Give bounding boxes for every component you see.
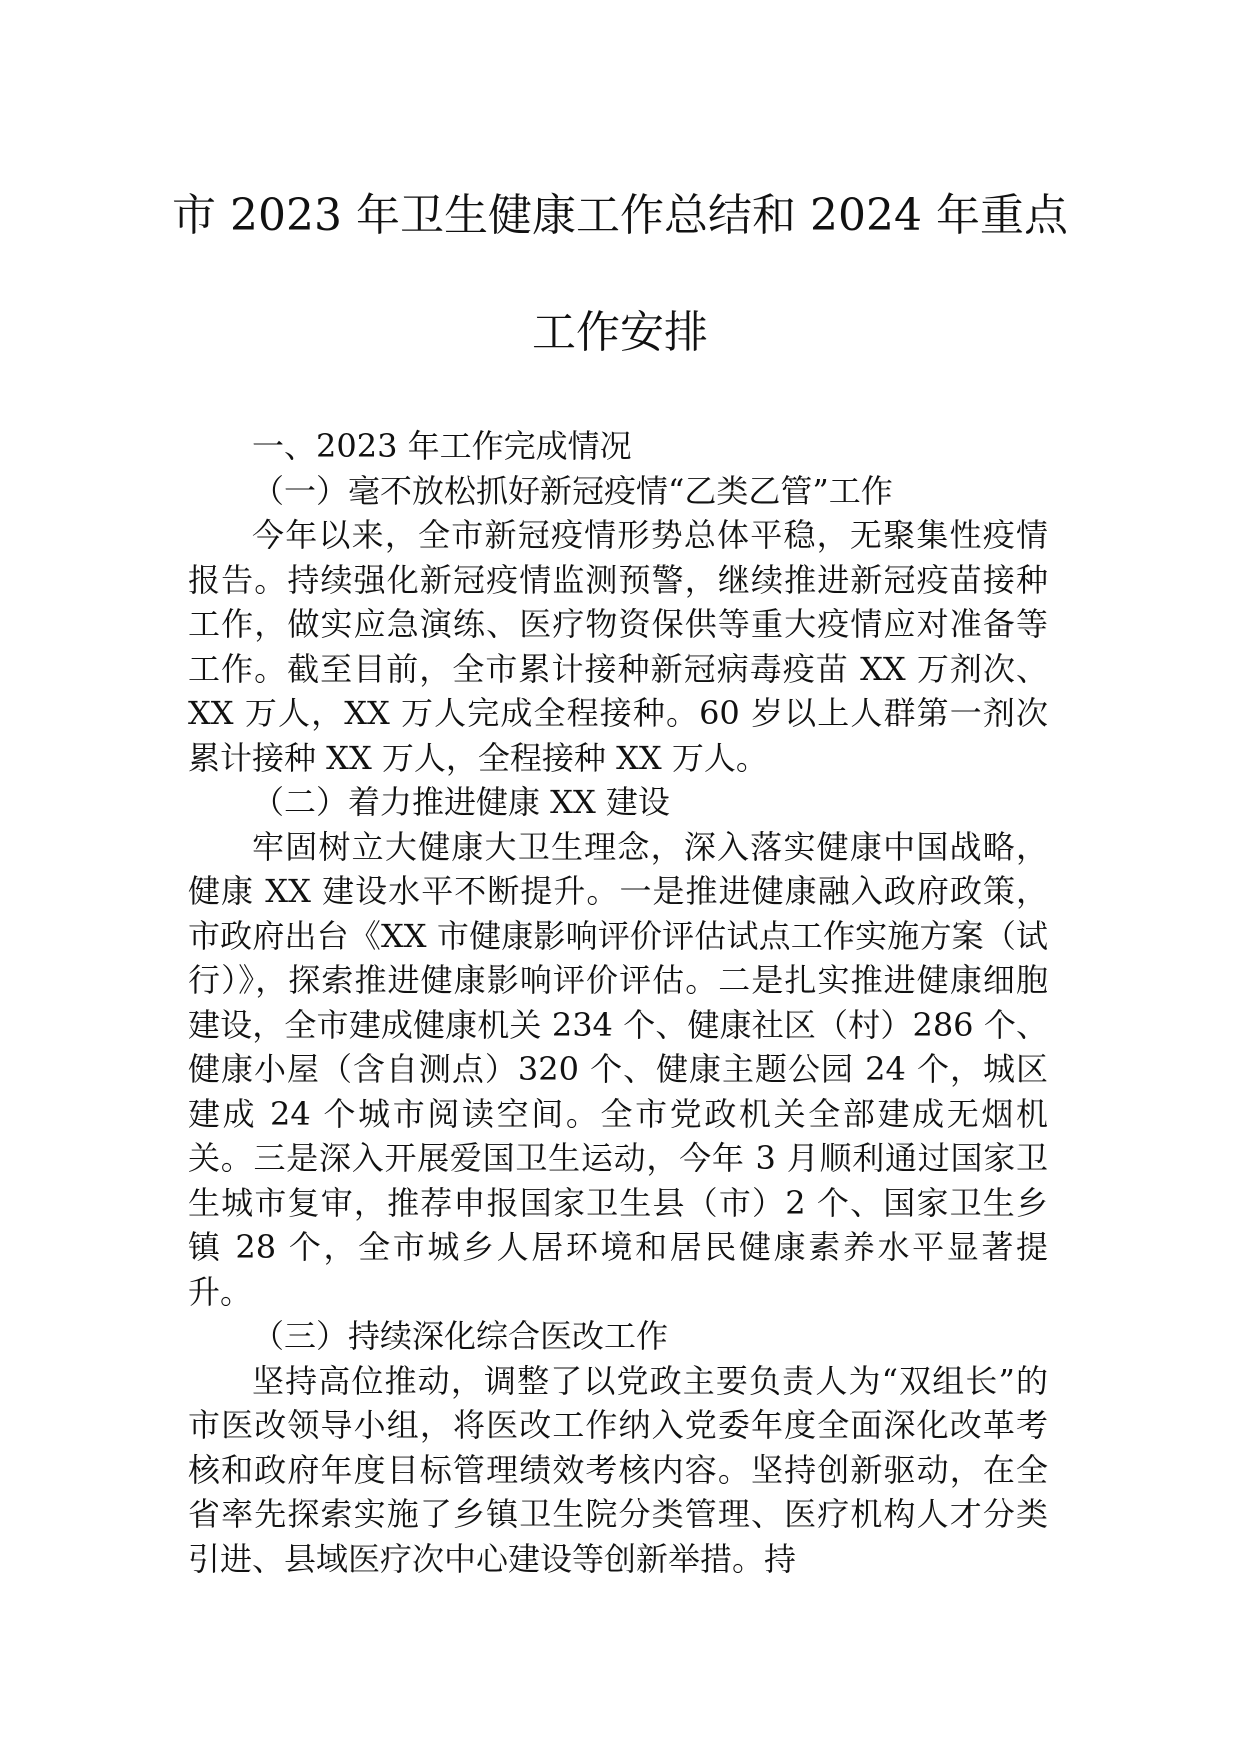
document-title-line-2: 工作安排 [532,307,708,358]
document-body [188,424,1048,1581]
subsection-heading: （一）毫不放松抓好新冠疫情“乙类乙管”工作 [252,471,893,510]
subsection-heading: （二）着力推进健康 XX 建设 [252,783,670,821]
subsection-heading: （三）持续深化综合医改工作 [252,1317,669,1355]
document-title-line-1: 市 2023 年卫生健康工作总结和 2024 年重点 [172,190,1068,241]
body-paragraph: 牢固树立大健康大卫生理念，深入落实健康中国战略，健康 XX 建设水平不断提升。一是推进健康融入政府政策，市政府出台《XX 市健康影响评价评估试点工作实施方案（试行）》，探索推进健康影响评价评估。二是扎实推进健康细胞建设，全市建成健康机关 234 个、健康社区（村）286 个、健康小屋（含自测点）320 个、健康主题公园 24 个，城区建成 24 个城市阅读空间。全市党政机关全部建成无烟机关。三是深入开展爱国卫生运动，今年 3 月顺利通过国家卫生城市复审，推荐申报国家卫生县（市）2 个、国家卫生乡镇 28 个，全市城乡人居环境和居民健康素养水平显著提升。 [188,827,1048,1311]
body-paragraph: 今年以来，全市新冠疫情形势总体平稳，无聚集性疫情报告。持续强化新冠疫情监测预警，继续推进新冠疫苗接种工作，做实应急演练、医疗物资保供等重大疫情应对准备等工作。截至目前，全市累计接种新冠病毒疫苗 XX 万剂次、XX 万人，XX 万人完成全程接种。60 岁以上人群第一剂次累计接种 XX 万人，全程接种 XX 万人。 [188,516,1048,777]
body-paragraph: 坚持高位推动，调整了以党政主要负责人为“双组长”的市医改领导小组，将医改工作纳入党委年度全面深化改革考核和政府年度目标管理绩效考核内容。坚持创新驱动，在全省率先探索实施了乡镇卫生院分类管理、医疗机构人才分类引进、县域医疗次中心建设等创新举措。持 [188,1361,1048,1578]
section-heading: 一、2023 年工作完成情况 [252,427,632,465]
